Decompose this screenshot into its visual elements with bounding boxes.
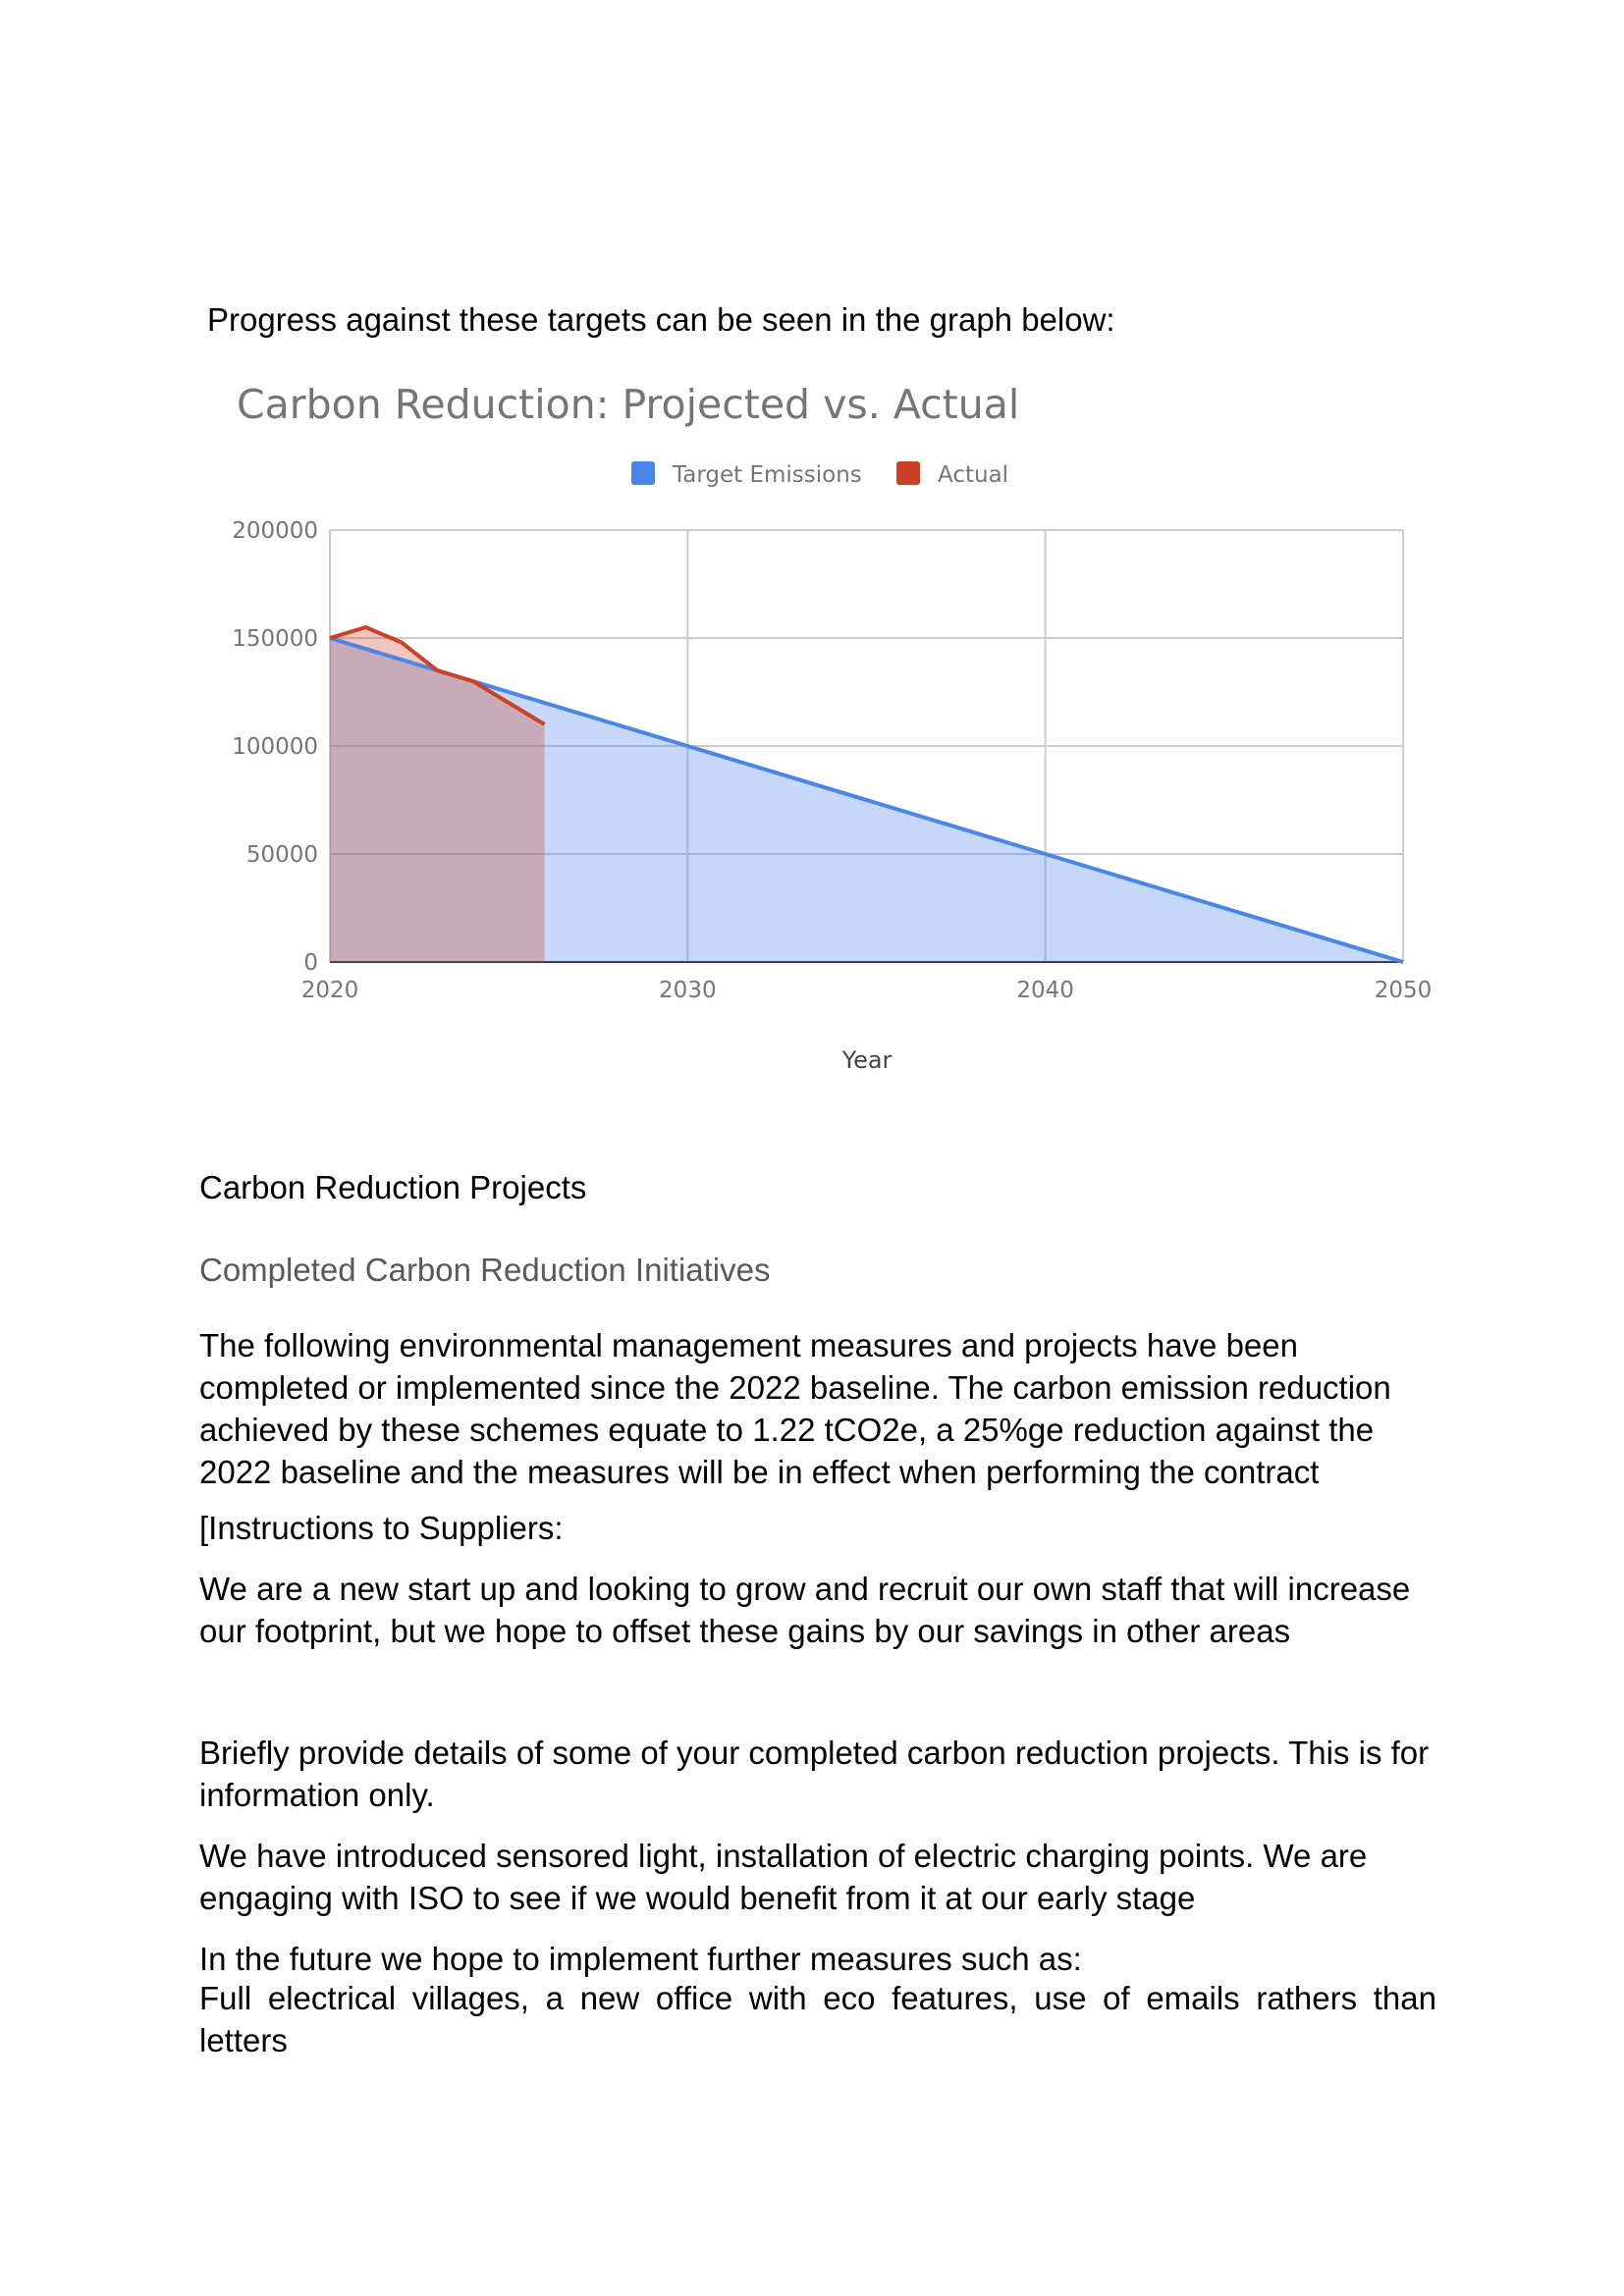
paragraph-future-intro: In the future we hope to implement further measures such as: [199, 1941, 1082, 1977]
paragraph-brief-details: Briefly provide details of some of your completed carbon reduction projects. This is for information only. [199, 1735, 1430, 1813]
paragraph-startup: We are a new start up and looking to grow and recruit our own staff that will increase our footprint, but we hope to offset these gains by our savings in other areas [199, 1571, 1411, 1649]
paragraph-baseline: The following environmental management measures and projects have been completed or implemented since the 2022 baseline. The carbon emission reduction achieved by these schemes equate to 1.22 tCO2e, a 25%ge reduction against the 2022 baseline and the measures will be in effect when performing the contract [199, 1327, 1391, 1490]
carbon-reduction-chart [196, 363, 1473, 1090]
legend-label: Actual [938, 462, 1009, 488]
y-tick-label: 100000 [232, 734, 318, 760]
x-tick-label: 2050 [1374, 978, 1433, 1003]
x-tick-label: 2030 [659, 978, 717, 1003]
x-tick-label: 2020 [300, 978, 359, 1003]
legend-label: Target Emissions [673, 462, 862, 488]
legend-swatch [896, 461, 920, 485]
x-axis-label: Year [841, 1046, 893, 1074]
section-subheading: Completed Carbon Reduction Initiatives [199, 1252, 771, 1288]
chart-legend [631, 461, 1008, 488]
y-tick-label: 0 [303, 950, 318, 976]
paragraph-future-measures: Full electrical villages, a new office with eco features, use of emails rathers than letters [199, 1980, 1436, 2058]
paragraph-instructions: [Instructions to Suppliers: [199, 1510, 564, 1546]
intro-text: Progress against these targets can be seen in the graph below: [207, 301, 1115, 338]
paragraph-introduced-measures: We have introduced sensored light, installation of electric charging points. We are engaging with ISO to see if we would benefit from it at our early stage [199, 1838, 1368, 1916]
chart-title: Carbon Reduction: Projected vs. Actual [237, 381, 1020, 428]
y-tick-label: 150000 [232, 626, 318, 652]
x-tick-label: 2040 [1016, 978, 1074, 1003]
y-tick-label: 50000 [245, 842, 318, 868]
y-tick-label: 200000 [232, 518, 318, 544]
section-heading: Carbon Reduction Projects [199, 1169, 587, 1205]
area-actual [330, 627, 545, 962]
legend-swatch [631, 461, 655, 485]
